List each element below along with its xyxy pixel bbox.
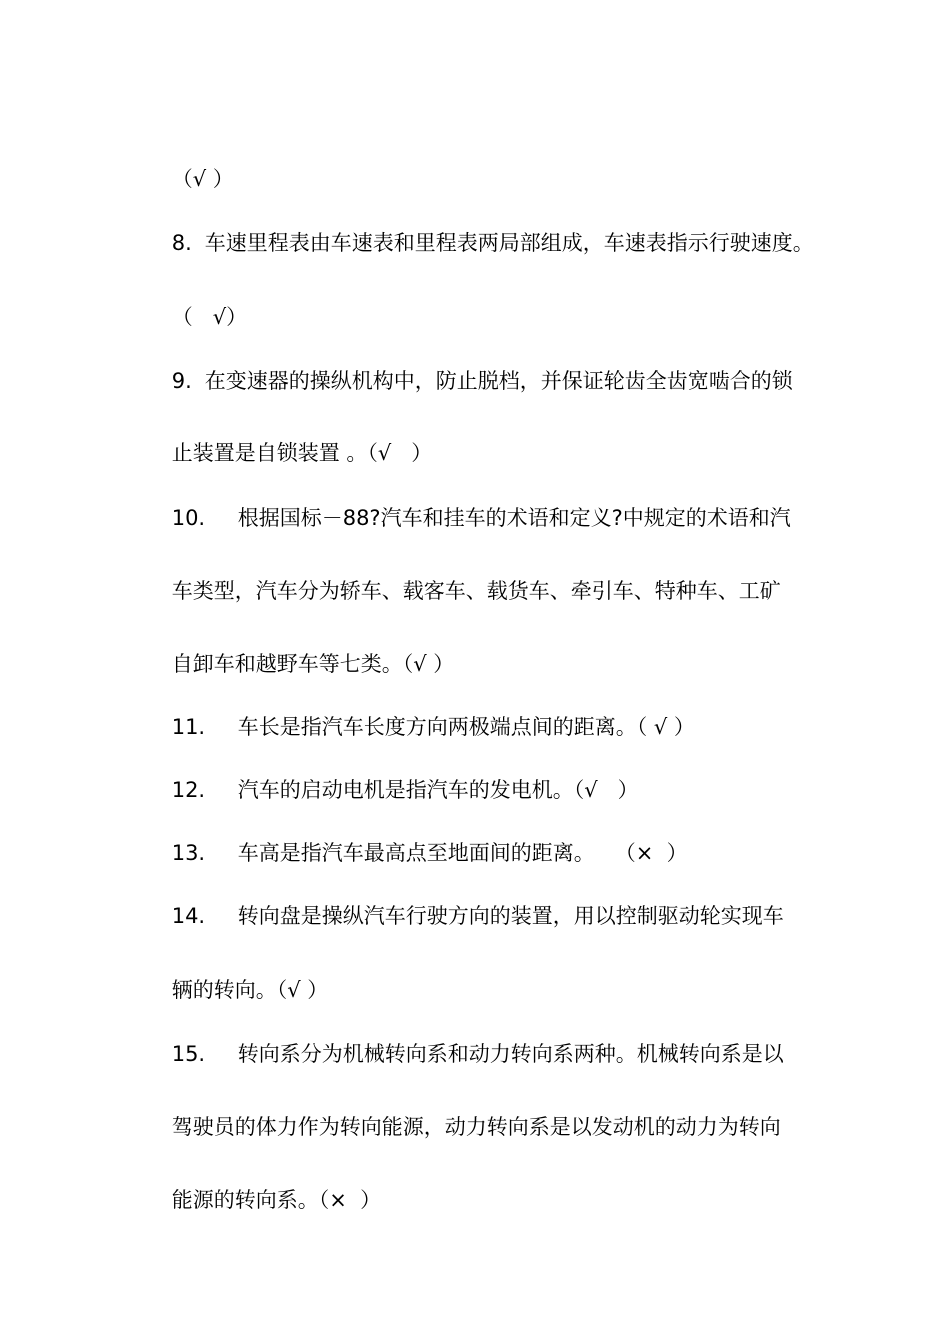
question-text: 汽车的启动电机是指汽车的发电机。（√ ）: [237, 778, 639, 802]
line-text: 辆的转向。（√ ）: [171, 978, 329, 1002]
line-text: 车类型，汽车分为轿车、载客车、载货车、牵引车、特种车、工矿: [171, 579, 781, 603]
question-15-continuation-2: [145, 1158, 381, 1242]
question-15-continuation: [145, 1085, 781, 1169]
question-15: [145, 1012, 784, 1096]
question-10-continuation: [145, 549, 781, 633]
line-text: 驾驶员的体力作为转向能源，动力转向系是以发动机的动力为转向: [171, 1115, 781, 1139]
question-text: 车高是指汽车最高点至地面间的距离。 （× ）: [237, 841, 688, 865]
question-text: 车速里程表由车速表和里程表两局部组成，车速表指示行驶速度。: [204, 231, 814, 255]
line-text: （ √）: [171, 305, 248, 329]
question-14: [145, 874, 784, 958]
line-text: 自卸车和越野车等七类。（√ ）: [171, 652, 455, 676]
question-text: 车长是指汽车长度方向两极端点间的距离。（ √ ）: [237, 715, 695, 739]
question-number: 12.: [171, 778, 206, 802]
question-number: 11.: [171, 715, 206, 739]
question-number: 8.: [171, 231, 192, 255]
question-number: 10.: [171, 506, 206, 530]
question-number: 15.: [171, 1042, 206, 1066]
question-number: 9.: [171, 369, 192, 393]
question-text: 在变速器的操纵机构中，防止脱档，并保证轮齿全齿宽啮合的锁: [204, 369, 793, 393]
question-number: 14.: [171, 904, 206, 928]
line-text: 能源的转向系。（× ）: [171, 1188, 382, 1212]
line-text: 止装置是自锁装置 。（√ ）: [171, 441, 433, 465]
question-text: 根据国标－88?汽车和挂车的术语和定义?中规定的术语和汽: [237, 506, 791, 530]
question-text: 转向系分为机械转向系和动力转向系两种。机械转向系是以: [237, 1042, 784, 1066]
question-text: 转向盘是操纵汽车行驶方向的装置，用以控制驱动轮实现车: [237, 904, 784, 928]
line-text: （√ ）: [171, 167, 234, 191]
question-number: 13.: [171, 841, 206, 865]
question-10: [145, 476, 791, 560]
question-8: [145, 201, 814, 285]
